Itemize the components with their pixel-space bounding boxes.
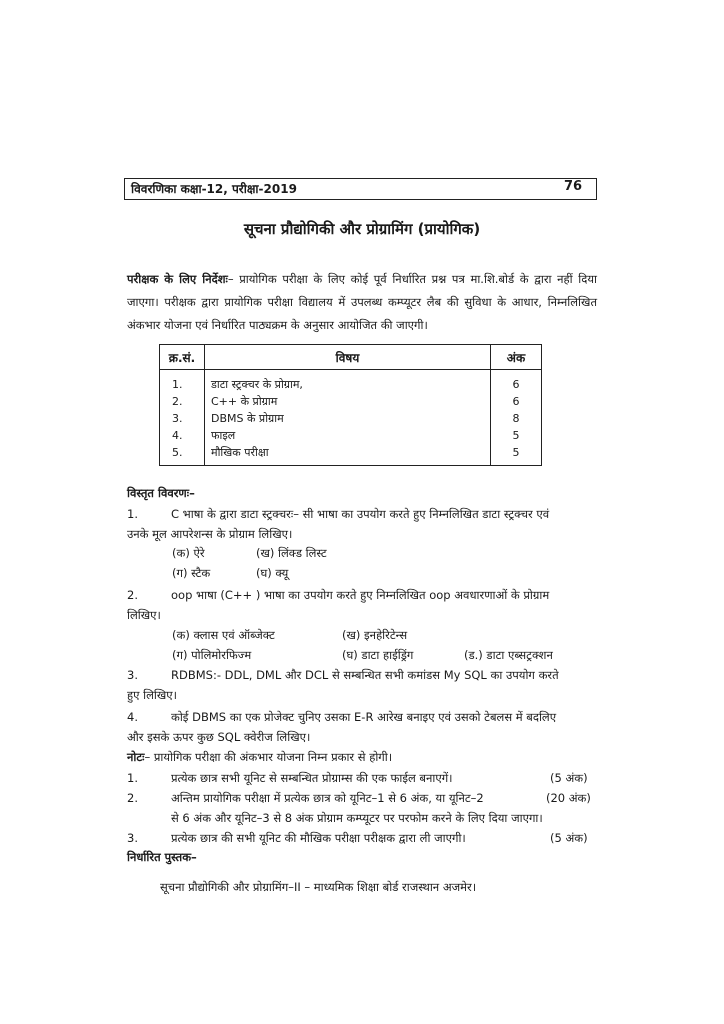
page-title: सूचना प्रौद्योगिकी और प्रोग्रामिंग (प्रायोगिक) [243, 220, 481, 238]
item1-option-d: (घ) क्यू [256, 566, 289, 580]
item1-option-a: (क) ऐरे [172, 546, 205, 560]
item2-option-d: (घ) डाटा हाईड्रिंग [342, 648, 414, 662]
item2-option-a: (क) क्लास एवं ऑब्जेक्ट [172, 628, 275, 642]
item2-line2: लिखिए। [127, 608, 161, 622]
note-item1-number: 1. [127, 771, 138, 785]
books-text: सूचना प्रौद्योगिकी और प्रोग्रामिंग–II – माध्यमिक शिक्षा बोर्ड राजस्थान अजमेर। [160, 880, 477, 894]
item1-line2: उनके मूल आपरेशन्स के प्रोग्राम लिखिए। [127, 527, 293, 541]
item3-number: 3. [127, 668, 138, 682]
intro-paragraph [127, 268, 597, 337]
item2-option-e: (ड.) डाटा एब्सट्रक्शन [464, 648, 553, 662]
table-row [160, 427, 542, 444]
note-text: – प्रायोगिक परीक्षा की अंकभार योजना निम्न प्रकार से होगी। [144, 750, 393, 764]
books-heading: निर्धारित पुस्तक– [127, 850, 197, 864]
row-subject: डाटा स्ट्रक्चर के प्रोग्राम, [205, 370, 491, 394]
row-subject: DBMS के प्रोग्राम [205, 410, 491, 427]
item2-number: 2. [127, 588, 138, 602]
note-line [127, 750, 392, 765]
table-row [160, 393, 542, 410]
page-number: 76 [564, 179, 583, 194]
item1-line1: C भाषा के द्वारा डाटा स्ट्रक्चरः– सी भाषा का उपयोग करते हुए निम्नलिखित डाटा स्ट्रक्चर एवं [171, 507, 550, 521]
row-marks: 6 [491, 370, 542, 394]
item2-option-b: (ख) इनहेरिटेन्स [342, 628, 408, 642]
table-row [160, 410, 542, 427]
item4-number: 4. [127, 710, 138, 724]
row-marks: 5 [491, 444, 542, 466]
row-sn: 2. [160, 393, 205, 410]
intro-label: परीक्षक के लिए निर्देशः [127, 272, 228, 286]
note-item2-text: अन्तिम प्रायोगिक परीक्षा में प्रत्येक छात्र को यूनिट–1 से 6 अंक, या यूनिट–2 [171, 791, 484, 805]
note-item2-number: 2. [127, 791, 138, 805]
note-item3-text: प्रत्येक छात्र की सभी यूनिट की मौखिक परीक्षा परीक्षक द्वारा ली जाएगी। [171, 831, 466, 845]
note-item3-marks: (5 अंक) [550, 831, 588, 845]
intro-text: – प्रायोगिक परीक्षा के लिए कोई पूर्व निर्धारित प्रश्न पत्र मा.शि.बोर्ड के द्वारा नहीं दिया जाएगा। परीक्षक द्वारा प्रायोगिक परीक्षा विद्यालय में उपलब्ध कम्प्यूटर लैब की सुविधा के आधार, निम्नलिखित अंकभार योजना एवं निर्धारित पाठ्यक्रम के अनुसार आयोजित की जाएगी। [127, 272, 597, 332]
note-item2-marks: (20 अंक) [546, 791, 591, 805]
item1-option-b: (ख) लिंक्ड लिस्ट [256, 546, 327, 560]
row-subject: फाइल [205, 427, 491, 444]
marks-table [159, 344, 542, 466]
col-header-marks: अंक [491, 345, 542, 370]
row-sn: 5. [160, 444, 205, 466]
col-header-subject: विषय [205, 345, 491, 370]
row-sn: 1. [160, 370, 205, 394]
note-item2-line2: से 6 अंक और यूनिट–3 से 8 अंक प्रोग्राम कम्प्यूटर पर परफोम करने के लिए दिया जाएगा। [171, 811, 543, 825]
item2-option-c: (ग) पोलिमोरफिज्म [172, 648, 252, 662]
item1-number: 1. [127, 507, 138, 521]
item2-line1: oop भाषा (C++ ) भाषा का उपयोग करते हुए निम्नलिखित oop अवधारणाओं के प्रोग्राम [171, 588, 550, 602]
details-heading: विस्तृत विवरणः– [127, 486, 195, 500]
note-label: नोटः [127, 750, 145, 764]
item4-line2: और इसके ऊपर कुछ SQL क्वेरीज लिखिए। [127, 730, 311, 744]
table-row [160, 444, 542, 466]
col-header-sn: क्र.सं. [160, 345, 205, 370]
note-item3-number: 3. [127, 831, 138, 845]
row-sn: 4. [160, 427, 205, 444]
item4-line1: कोई DBMS का एक प्रोजेक्ट चुनिए उसका E-R आरेख बनाइए एवं उसको टेबलस में बदलिए [171, 710, 557, 724]
row-marks: 6 [491, 393, 542, 410]
row-marks: 8 [491, 410, 542, 427]
row-subject: C++ के प्रोग्राम [205, 393, 491, 410]
header-title: विवरणिका कक्षा-12, परीक्षा-2019 [131, 182, 297, 196]
table-row [160, 370, 542, 394]
row-marks: 5 [491, 427, 542, 444]
item3-line2: हुए लिखिए। [127, 688, 178, 702]
item3-line1: RDBMS:- DDL, DML और DCL से सम्बन्धित सभी कमांडस My SQL का उपयोग करते [171, 668, 559, 682]
note-item1-marks: (5 अंक) [550, 771, 588, 785]
row-subject: मौखिक परीक्षा [205, 444, 491, 466]
row-sn: 3. [160, 410, 205, 427]
item1-option-c: (ग) स्टैक [172, 566, 211, 580]
note-item1-text: प्रत्येक छात्र सभी यूनिट से सम्बन्धित प्रोग्राम्स की एक फाईल बनाएगें। [171, 771, 453, 785]
